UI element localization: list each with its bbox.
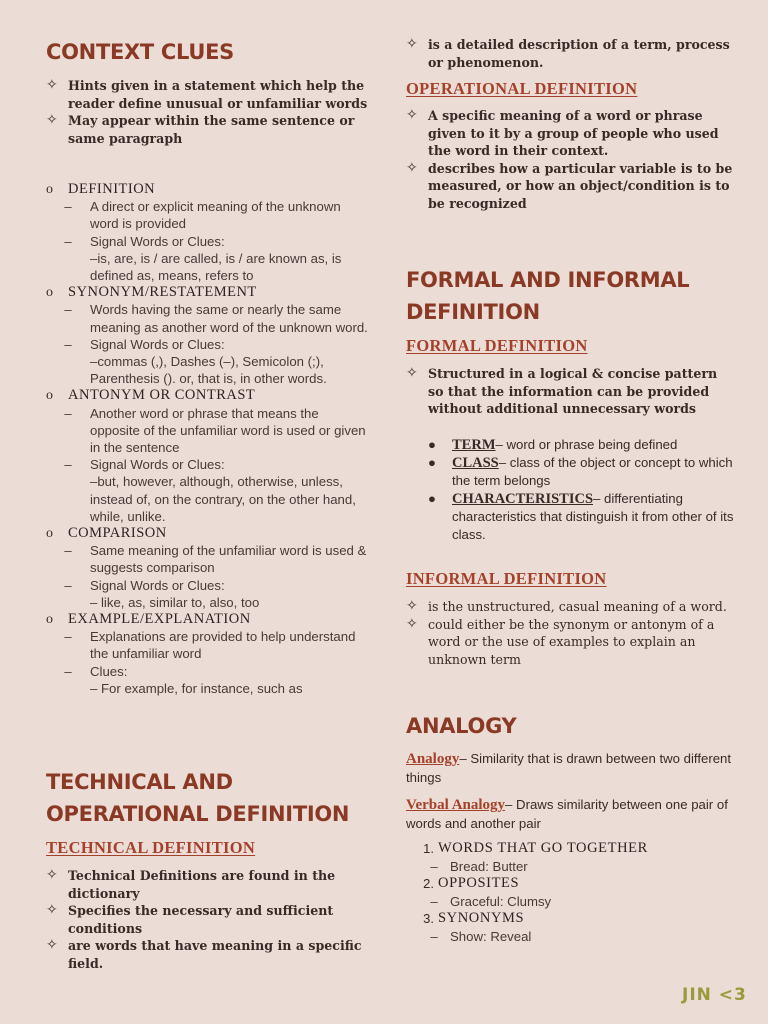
list-item: ✧ May appear within the same sentence or same paragraph bbox=[46, 112, 355, 146]
list-item: ✧ Specifies the necessary and sufficient conditions bbox=[46, 902, 334, 936]
analogy-type-item: 3. SYNONYMS – Show: Reveal bbox=[423, 910, 532, 944]
analogy-definition: Analogy– Similarity that is drawn between two different things bbox=[406, 751, 732, 785]
circle-bullet-icon: o bbox=[46, 612, 53, 628]
list-item: – Signal Words or Clues: – like, as, similar to, also, too bbox=[64, 577, 260, 610]
analogy-title: ANALOGY bbox=[406, 714, 517, 738]
technical-bullets bbox=[46, 867, 376, 972]
list-item: – Same meaning of the unfamiliar word is used & suggests comparison bbox=[64, 543, 367, 576]
technical-bullets-continued bbox=[406, 36, 736, 71]
list-item: ✧ is the unstructured, casual meaning of a word. bbox=[406, 598, 727, 614]
list-item: – Signal Words or Clues: –but, however, although, otherwise, unless, instead of, on the contrary, on the other hand, while, unlike. bbox=[64, 457, 356, 524]
list-item: – Signal Words or Clues: –commas (,), Dashes (–), Semicolon (;), Parenthesis (). or, that is, in other words. bbox=[64, 336, 327, 387]
list-item: – Signal Words or Clues: –is, are, is / are called, is / are known as, is defined as, means, refers to bbox=[64, 233, 342, 284]
circle-bullet-icon: o bbox=[46, 182, 53, 197]
verbal-analogy-definition: Verbal Analogy– Draws similarity between one pair of words and another pair bbox=[406, 797, 728, 831]
list-item: ● TERM– word or phrase being defined bbox=[428, 437, 678, 453]
list-item: ✧ Technical Definitions are found in the dictionary bbox=[46, 867, 336, 901]
four-point-star-icon: ✧ bbox=[46, 902, 58, 918]
four-point-star-icon: ✧ bbox=[46, 77, 58, 93]
informal-definition-heading: INFORMAL DEFINITION bbox=[406, 569, 607, 588]
informal-bullets bbox=[406, 598, 736, 668]
four-point-star-icon: ✧ bbox=[46, 112, 58, 128]
list-item: ✧ Hints given in a statement which help the reader define unusual or unfamiliar words bbox=[46, 77, 368, 111]
list-item: ✧ describes how a particular variable is to be measured, or how an object/condition is to be recognized bbox=[406, 159, 733, 211]
technical-title: TECHNICAL AND OPERATIONAL DEFINITION bbox=[46, 770, 350, 826]
list-item: ✧ Structured in a logical & concise pattern so that the information can be provided without additional unnecessary words bbox=[406, 365, 718, 416]
four-point-star-icon: ✧ bbox=[46, 867, 58, 883]
context-clues-title: CONTEXT CLUES bbox=[46, 40, 235, 64]
clue-type-example: o EXAMPLE/EXPLANATION – Explanations are provided to help understand the unfamiliar word – Clues: – For example, for instance, such as bbox=[46, 611, 372, 697]
clue-type-synonym: o SYNONYM/RESTATEMENT – Words having the same or nearly the same meaning as another word of the unknown word. – Signal Words or Clues: –commas (,), Dashes (–), Semicolon (;), Parenthesis (). or, that is, in other words. bbox=[46, 284, 372, 387]
author-signature: JIN <3 bbox=[682, 985, 747, 1005]
context-clue-types bbox=[46, 181, 372, 697]
four-point-star-icon: ✧ bbox=[46, 937, 58, 953]
list-item: – A direct or explicit meaning of the unknown word is provided bbox=[64, 199, 341, 232]
list-item: – Words having the same or nearly the same meaning as another word of the unknown word. bbox=[64, 302, 368, 335]
list-item: – Clues: – For example, for instance, such as bbox=[64, 663, 303, 696]
four-point-star-icon: ✧ bbox=[406, 159, 418, 176]
circle-bullet-icon: o bbox=[46, 388, 53, 404]
list-item: ✧ could either be the synonym or antonym of a word or the use of examples to explain an unknown term bbox=[406, 615, 715, 667]
formal-bullets bbox=[406, 365, 736, 418]
dot-bullet-icon: ● bbox=[428, 437, 436, 452]
circle-bullet-icon: o bbox=[46, 526, 53, 542]
clue-type-antonym: o ANTONYM OR CONTRAST – Another word or phrase that means the opposite of the unfamiliar word is used or given in the sentence – Signal Words or Clues: –but, however, although, otherwise, unless, instead of, on the contrary, on the other hand, while, unlike. bbox=[46, 387, 372, 525]
four-point-star-icon: ✧ bbox=[406, 36, 418, 52]
four-point-star-icon: ✧ bbox=[406, 598, 418, 614]
formal-informal-title: FORMAL AND INFORMAL DEFINITION bbox=[406, 268, 690, 324]
list-item: ✧ A specific meaning of a word or phrase given to it by a group of people who used the word in their context. bbox=[406, 107, 719, 158]
four-point-star-icon: ✧ bbox=[406, 107, 418, 123]
analogy-type-item: 2. OPPOSITES – Graceful: Clumsy bbox=[423, 875, 552, 909]
formal-definition-heading: FORMAL DEFINITION bbox=[406, 336, 588, 355]
formal-definition-parts bbox=[406, 436, 736, 544]
four-point-star-icon: ✧ bbox=[406, 615, 418, 632]
circle-bullet-icon: o bbox=[46, 285, 53, 301]
list-item: ● CHARACTERISTICS– differentiating characteristics that distinguish it from other of its class. bbox=[428, 491, 734, 542]
dot-bullet-icon: ● bbox=[428, 455, 436, 470]
dot-bullet-icon: ● bbox=[428, 491, 436, 506]
analogy-types bbox=[406, 840, 736, 945]
four-point-star-icon: ✧ bbox=[406, 365, 418, 381]
operational-bullets bbox=[406, 107, 736, 212]
analogy-type-item: 1. WORDS THAT GO TOGETHER – Bread: Butter bbox=[423, 840, 648, 874]
clue-type-definition: o DEFINITION – A direct or explicit meaning of the unknown word is provided – Signal Words or Clues: –is, are, is / are called, is / are known as, is defined as, means, refers to bbox=[46, 181, 372, 284]
list-item: – Explanations are provided to help understand the unfamiliar word bbox=[64, 629, 356, 662]
list-item: – Another word or phrase that means the opposite of the unfamiliar word is used or given in the sentence bbox=[64, 405, 366, 456]
technical-definition-heading: TECHNICAL DEFINITION bbox=[46, 838, 256, 857]
list-item: ● CLASS– class of the object or concept to which the term belongs bbox=[428, 455, 733, 488]
operational-definition-heading: OPERATIONAL DEFINITION bbox=[406, 79, 638, 98]
list-item: ✧ are words that have meaning in a specific field. bbox=[46, 937, 362, 971]
context-clues-bullets bbox=[46, 77, 376, 147]
clue-type-comparison: o COMPARISON – Same meaning of the unfamiliar word is used & suggests comparison – Signal Words or Clues: – like, as, similar to, also, too bbox=[46, 525, 372, 611]
list-item: ✧ is a detailed description of a term, process or phenomenon. bbox=[406, 36, 730, 70]
